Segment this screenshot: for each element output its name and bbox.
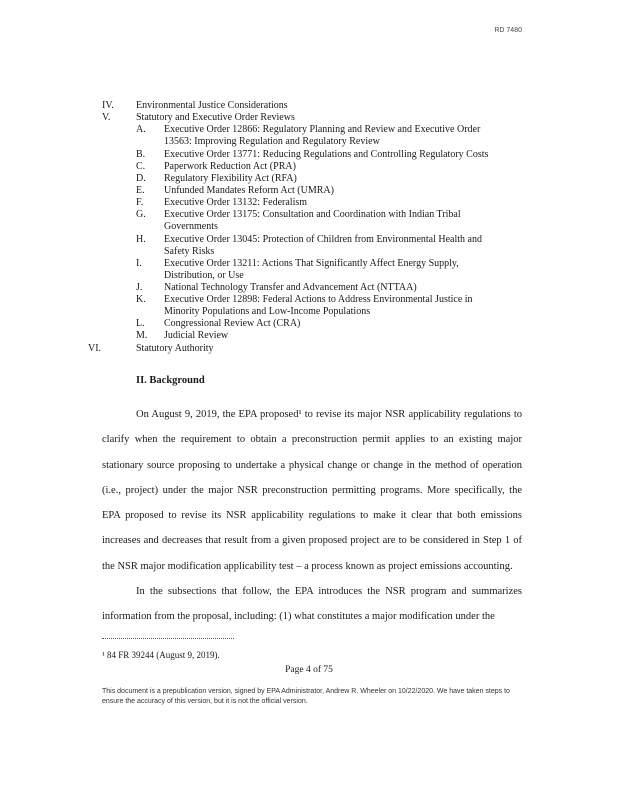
paragraph: In the subsections that follow, the EPA introduces the NSR program and summarizes information from the proposal, including: (1) what constitutes a major modification under the	[102, 586, 522, 623]
toc-number: C.	[136, 161, 146, 172]
toc-text: Statutory and Executive Order Reviews	[136, 112, 295, 123]
toc-number: IV.	[102, 100, 114, 111]
toc-text: National Technology Transfer and Advancement Act (NTTAA)	[164, 282, 417, 293]
toc-text: Judicial Review	[164, 330, 229, 341]
footnote-divider	[102, 638, 234, 639]
toc-text: Paperwork Reduction Act (PRA)	[164, 161, 296, 172]
toc-number: VI.	[88, 343, 102, 354]
toc-number: E.	[136, 185, 145, 196]
toc-text: Executive Order 13045: Protection of Children from Environmental Health and	[164, 234, 482, 245]
toc-text: 13563: Improving Regulation and Regulatory Review	[164, 136, 380, 147]
paragraph: On August 9, 2019, the EPA proposed¹ to revise its major NSR applicability regulations to clarify when the requirement to obtain a preconstruction permit applies to an existing major stationary source proposing to undertake a physical change or change in the method of operation (i.e., project) under the major NSR preconstruction permitting programs. More specifically, the EPA proposed to revise its NSR applicability regulations to make it clear that both emissions increases and decreases that result from a given proposed project are to be considered in Step 1 of the NSR major modification applicability test – a process known as project emissions accounting.	[102, 409, 522, 572]
toc-text: Minority Populations and Low-Income Populations	[164, 306, 371, 317]
toc-number: I.	[136, 258, 142, 269]
toc-number: K.	[136, 294, 146, 305]
toc-text: Statutory Authority	[136, 343, 214, 354]
toc-text: Unfunded Mandates Reform Act (UMRA)	[164, 185, 334, 196]
toc-number: B.	[136, 149, 146, 160]
toc-number: M.	[136, 330, 148, 341]
prepublication-disclaimer: This document is a prepublication version, signed by EPA Administrator, Andrew R. Wheeler on 10/22/2020. We have taken steps to ensure the accuracy of this version, but it is not the official version.	[102, 688, 510, 705]
section-heading: II. Background	[136, 375, 205, 386]
footnote: ¹ 84 FR 39244 (August 9, 2019).	[102, 650, 220, 660]
body-text	[102, 402, 522, 630]
toc-number: L.	[136, 318, 145, 329]
toc-text: Executive Order 13211: Actions That Significantly Affect Energy Supply,	[164, 258, 459, 269]
toc-text: Executive Order 13132: Federalism	[164, 197, 308, 208]
toc-text: Governments	[164, 221, 218, 232]
toc-text: Executive Order 12898: Federal Actions to Address Environmental Justice in	[164, 294, 473, 305]
toc-number: G.	[136, 209, 146, 220]
toc-text: Executive Order 12866: Regulatory Planning and Review and Executive Order	[164, 124, 481, 135]
toc-text: Executive Order 13771: Reducing Regulations and Controlling Regulatory Costs	[164, 149, 489, 160]
toc-number: D.	[136, 173, 146, 184]
toc-text: Distribution, or Use	[164, 270, 244, 281]
document-id: RD 7480	[494, 27, 522, 34]
toc-number: A.	[136, 124, 146, 135]
toc-text: Safety Risks	[164, 246, 215, 257]
toc-text: Congressional Review Act (CRA)	[164, 318, 301, 329]
toc-number: V.	[102, 112, 111, 123]
toc-text: Regulatory Flexibility Act (RFA)	[164, 173, 297, 184]
toc-number: H.	[136, 234, 146, 245]
toc-number: F.	[136, 197, 144, 208]
toc-text: Executive Order 13175: Consultation and Coordination with Indian Tribal	[164, 209, 461, 220]
toc-number: J.	[136, 282, 143, 293]
toc-text: Environmental Justice Considerations	[136, 100, 288, 111]
page-number: Page 4 of 75	[285, 665, 333, 675]
